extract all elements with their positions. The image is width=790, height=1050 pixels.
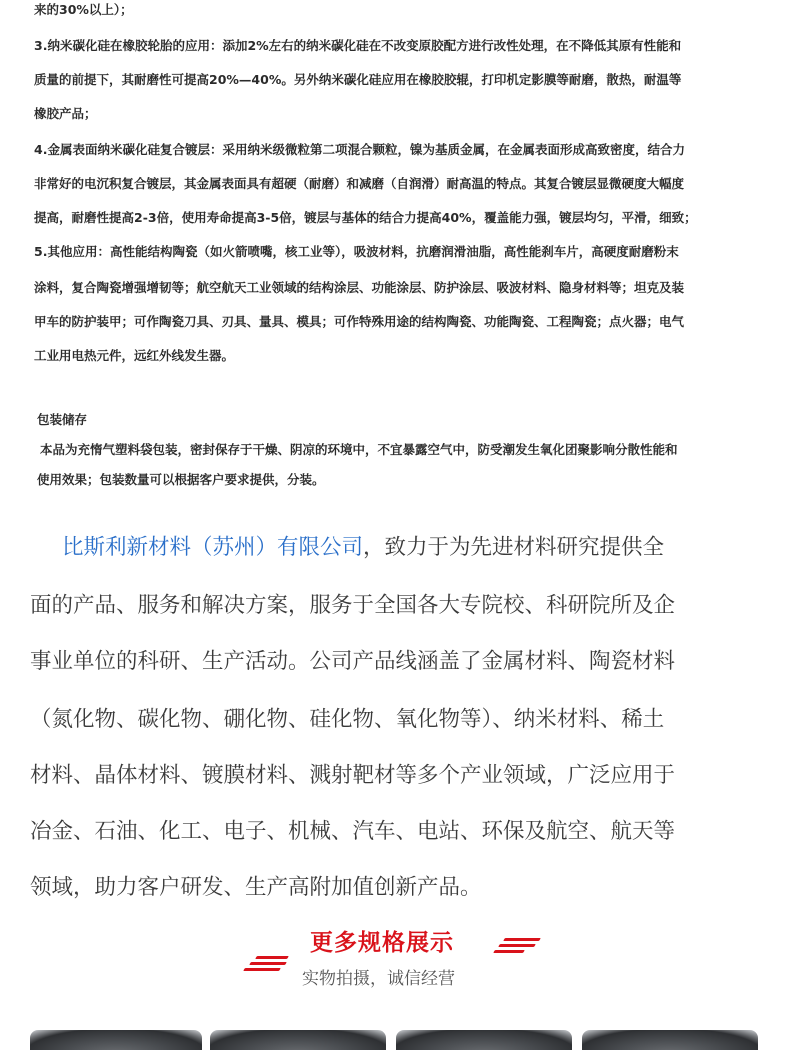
more-specs-subtitle: 实物拍摄，诚信经营 [302, 969, 455, 989]
right-stripes-decoration [494, 938, 544, 956]
spec-line: 工业用电热元件，远红外线发生器。 [34, 348, 235, 363]
spec-line: 来的30%以上）； [34, 2, 133, 17]
product-thumbnails [0, 1030, 790, 1050]
product-photo[interactable] [30, 1030, 202, 1050]
company-name: 比斯利新材料（苏州）有限公司 [62, 535, 364, 560]
spec-line: 4.金属表面纳米碳化硅复合镀层：采用纳米级微粒第二项混合颗粒，镍为基质金属，在金属表面形成高致密度，结合力 [34, 142, 685, 157]
packaging-title: 包装储存 [37, 412, 88, 427]
spec-line: 涂料，复合陶瓷增强增韧等；航空航天工业领域的结构涂层、功能涂层、防护涂层、吸波材料、隐身材料等；坦克及装 [34, 280, 685, 295]
spec-line: 甲车的防护装甲；可作陶瓷刀具、刃具、量具、模具；可作特殊用途的结构陶瓷、功能陶瓷、工程陶瓷；点火器；电气 [34, 314, 685, 329]
spec-line: 质量的前提下，其耐磨性可提高20%—40%。另外纳米碳化硅应用在橡胶胶辊，打印机定影膜等耐磨，散热，耐温等 [34, 72, 682, 87]
packaging-line: 使用效果；包装数量可以根据客户要求提供，分装。 [37, 472, 325, 487]
intro-line: 材料、晶体材料、镀膜材料、溅射靶材等多个产业领域，广泛应用于 [30, 763, 676, 788]
product-photo[interactable] [396, 1030, 572, 1050]
intro-line: 面的产品、服务和解决方案，服务于全国各大专院校、科研院所及企 [30, 593, 676, 618]
packaging-line: 本品为充惰气塑料袋包装，密封保存于干燥、阴凉的环境中，不宜暴露空气中，防受潮发生氧化团聚影响分散性能和 [40, 442, 678, 457]
product-photo[interactable] [582, 1030, 758, 1050]
more-specs-title: 更多规格展示 [310, 930, 454, 956]
spec-line: 非常好的电沉积复合镀层，其金属表面具有超硬（耐磨）和减磨（自润滑）耐高温的特点。其复合镀层显微硬度大幅度 [34, 176, 685, 191]
left-stripes-decoration [244, 956, 294, 974]
spec-line: 5.其他应用：高性能结构陶瓷（如火箭喷嘴，核工业等），吸波材料，抗磨润滑油脂，高性能刹车片，高硬度耐磨粉末 [34, 244, 679, 259]
intro-line: 事业单位的科研、生产活动。公司产品线涵盖了金属材料、陶瓷材料 [30, 649, 676, 674]
spec-line: 提高，耐磨性提高2-3倍，使用寿命提高3-5倍，镀层与基体的结合力提高40%，覆盖能力强，镀层均匀，平滑，细致； [34, 210, 697, 225]
product-photo[interactable] [210, 1030, 386, 1050]
spec-line: 橡胶产品； [34, 106, 97, 121]
intro-line: 冶金、石油、化工、电子、机械、汽车、电站、环保及航空、航天等 [30, 819, 676, 844]
intro-line: （氮化物、碳化物、硼化物、硅化物、氧化物等）、纳米材料、稀土 [30, 707, 665, 732]
intro-first-line [62, 530, 664, 561]
intro-line: 领域，助力客户研发、生产高附加值创新产品。 [30, 875, 482, 900]
spec-line: 3.纳米碳化硅在橡胶轮胎的应用：添加2%左右的纳米碳化硅在不改变原胶配方进行改性处理，在不降低其原有性能和 [34, 38, 682, 53]
intro-first-rest: ，致力于为先进材料研究提供全 [363, 535, 665, 560]
